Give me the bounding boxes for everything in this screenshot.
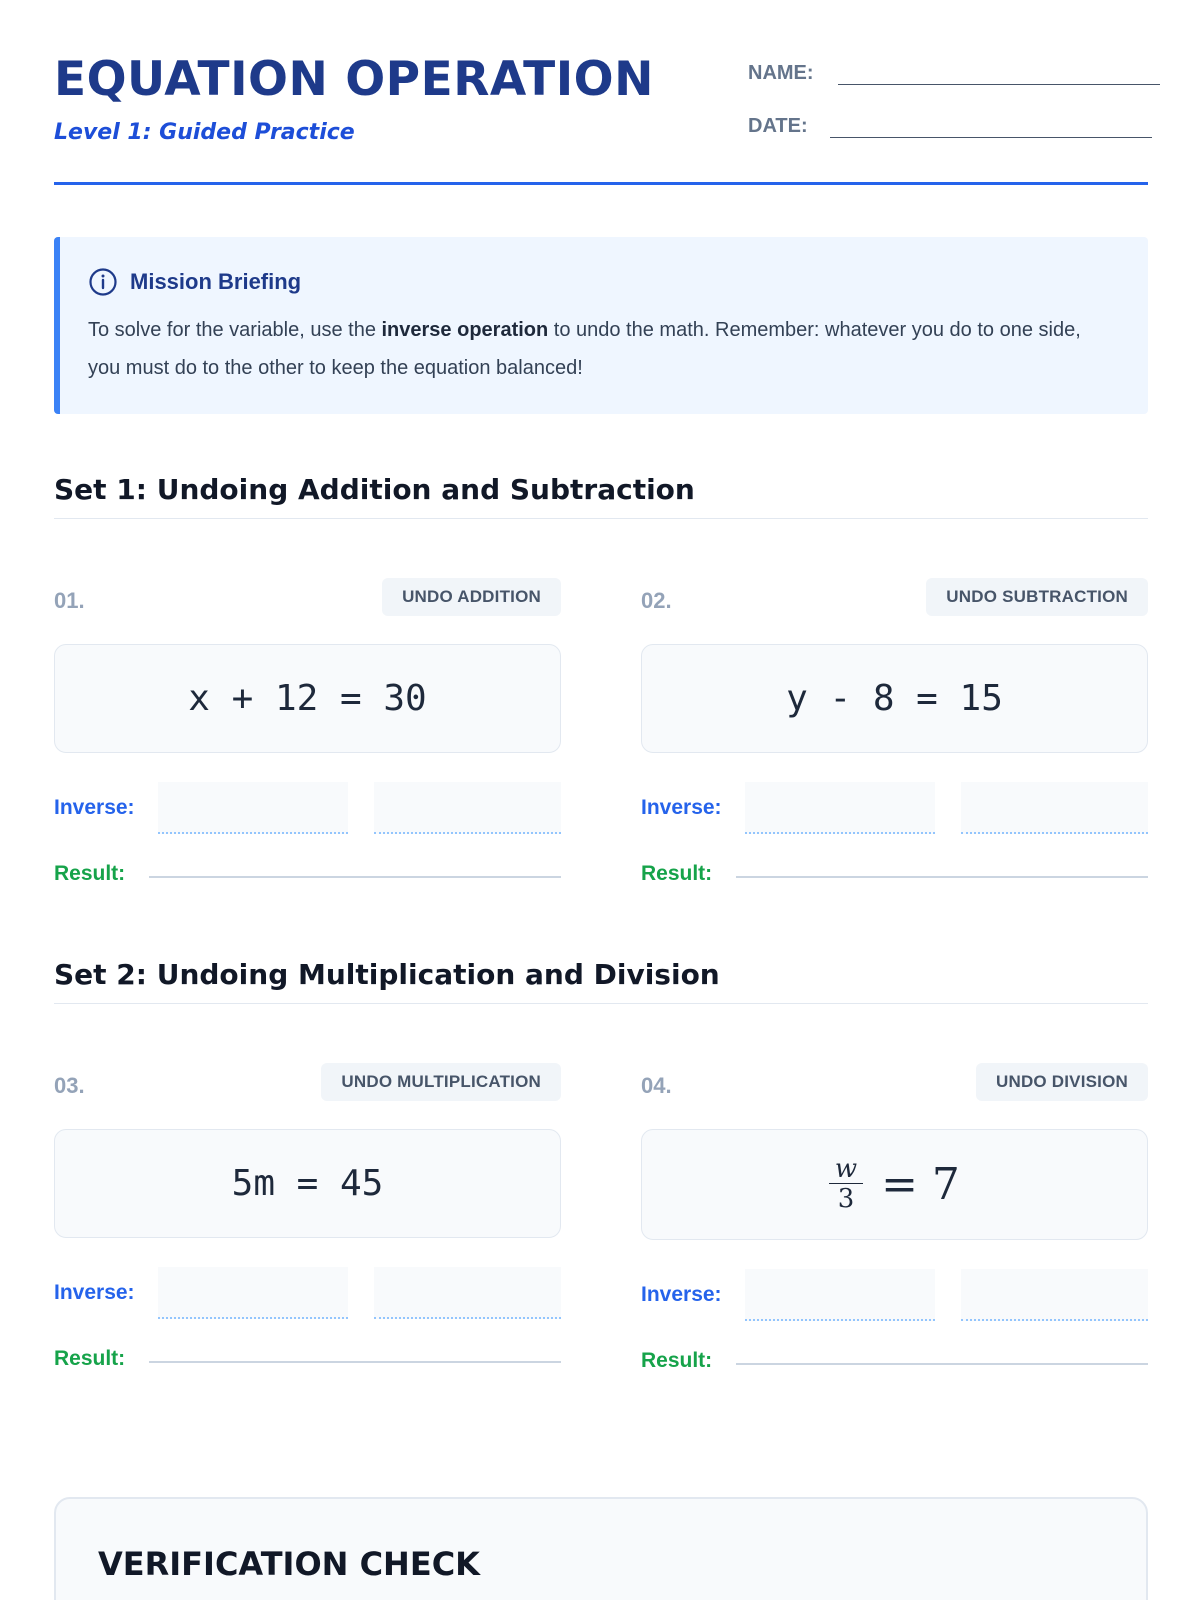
- briefing-header: [88, 267, 1114, 297]
- name-field-row: [748, 62, 1160, 85]
- briefing-text-bold: inverse operation: [381, 319, 549, 341]
- date-label: DATE:: [748, 115, 808, 137]
- inverse-input-left[interactable]: [745, 1269, 935, 1321]
- result-label: Result:: [54, 1347, 126, 1370]
- inverse-input-right[interactable]: [961, 1269, 1148, 1321]
- equation-box: [641, 644, 1148, 753]
- result-input[interactable]: [736, 1361, 1148, 1365]
- operation-badge: UNDO ADDITION: [382, 578, 561, 616]
- equation-box: [54, 644, 561, 753]
- result-label: Result:: [641, 1349, 713, 1372]
- name-field[interactable]: [838, 63, 1160, 85]
- fraction-numerator: w: [834, 1154, 858, 1184]
- problem-number: 01.: [54, 588, 85, 613]
- inverse-input-right[interactable]: [374, 782, 561, 834]
- name-label: NAME:: [748, 62, 814, 84]
- date-field[interactable]: [830, 116, 1152, 138]
- inverse-label: Inverse:: [54, 796, 135, 819]
- briefing-text-before: To solve for the variable, use the: [88, 319, 382, 341]
- inverse-label: Inverse:: [641, 796, 722, 819]
- result-label: Result:: [54, 862, 126, 885]
- operation-badge: UNDO SUBTRACTION: [926, 578, 1148, 616]
- problem-number: 03.: [54, 1073, 85, 1098]
- briefing-text: [88, 311, 1114, 387]
- mission-briefing: [54, 237, 1148, 414]
- verification-title: VERIFICATION CHECK: [98, 1545, 480, 1583]
- briefing-text-after: to undo the math. Remember: whatever you do to one side, you must do to the other to keep the equation balanced!: [88, 319, 1081, 379]
- worksheet: [54, 0, 1148, 1583]
- equation-rhs: = 7: [881, 1159, 960, 1210]
- result-input[interactable]: [149, 1359, 561, 1363]
- equation-fraction: [829, 1155, 863, 1214]
- equation: x + 12 = 30: [188, 678, 427, 719]
- inverse-input-right[interactable]: [961, 782, 1148, 834]
- inverse-input-left[interactable]: [158, 782, 348, 834]
- inverse-input-left[interactable]: [158, 1267, 348, 1319]
- equation-box: [54, 1129, 561, 1238]
- operation-badge: UNDO DIVISION: [976, 1063, 1148, 1101]
- inverse-input-left[interactable]: [745, 782, 935, 834]
- equation: y - 8 = 15: [786, 678, 1003, 719]
- set-2-title: Set 2: Undoing Multiplication and Division: [54, 958, 1148, 1004]
- verification-check-panel: [54, 1497, 1148, 1600]
- problem-number: 04.: [641, 1073, 672, 1098]
- page-subtitle: Level 1: Guided Practice: [54, 120, 355, 145]
- operation-badge: UNDO MULTIPLICATION: [321, 1063, 561, 1101]
- worksheet-header: [54, 0, 1148, 185]
- fraction-denominator: 3: [837, 1184, 855, 1214]
- equation: 5m = 45: [231, 1163, 384, 1204]
- result-label: Result:: [641, 862, 713, 885]
- briefing-title: Mission Briefing: [130, 269, 302, 294]
- page-title: EQUATION OPERATION: [54, 52, 654, 107]
- equation-box: [641, 1129, 1148, 1240]
- date-field-row: [748, 115, 1152, 138]
- result-input[interactable]: [736, 874, 1148, 878]
- result-input[interactable]: [149, 874, 561, 878]
- inverse-input-right[interactable]: [374, 1267, 561, 1319]
- inverse-label: Inverse:: [641, 1283, 722, 1306]
- inverse-label: Inverse:: [54, 1281, 135, 1304]
- set-1-title: Set 1: Undoing Addition and Subtraction: [54, 473, 1148, 519]
- info-icon: [88, 267, 118, 297]
- problem-number: 02.: [641, 588, 672, 613]
